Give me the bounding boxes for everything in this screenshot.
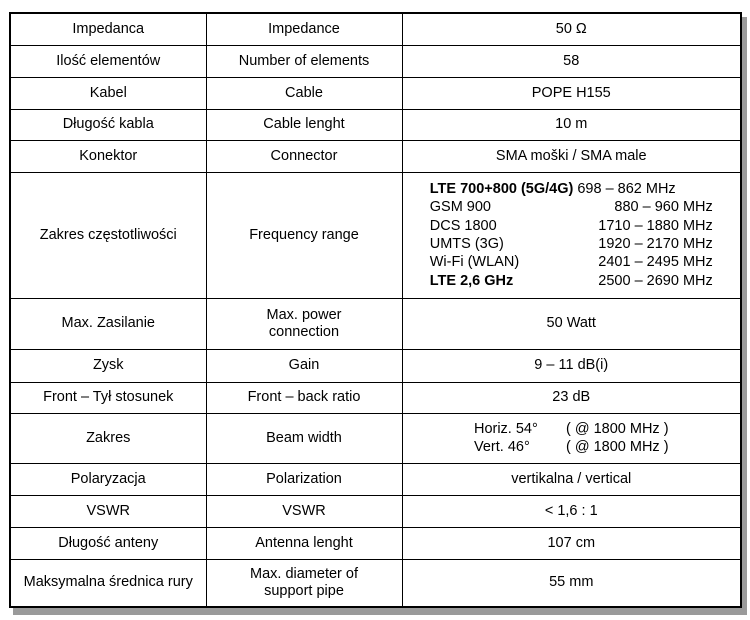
band-row	[430, 235, 713, 253]
band-range: 880 – 960 MHz	[614, 199, 713, 216]
label-en: Number of elements	[206, 45, 402, 77]
label-en: Cable	[206, 77, 402, 109]
table-row	[10, 527, 741, 559]
band-name: DCS 1800	[429, 217, 497, 234]
label-en	[206, 298, 402, 349]
label-en: Frequency range	[206, 172, 402, 298]
label-en: VSWR	[206, 495, 402, 527]
band-name: UMTS (3G)	[429, 236, 504, 252]
label-pl: Zakres częstotliwości	[10, 172, 206, 298]
value: 23 dB	[402, 382, 741, 413]
label-pl: Ilość elementów	[10, 45, 206, 77]
table-row	[10, 13, 741, 45]
value: vertikalna / vertical	[402, 463, 741, 495]
table-row-beam	[10, 413, 741, 463]
table-row	[10, 349, 741, 382]
label-pl: Długość kabla	[10, 109, 206, 140]
value: SMA moški / SMA male	[402, 140, 741, 172]
label-en-line-1: Max. power	[266, 306, 342, 323]
beam-freq: ( @ 1800 MHz )	[565, 421, 669, 437]
table-row	[10, 109, 741, 140]
band-row	[430, 198, 713, 216]
label-en: Front – back ratio	[206, 382, 402, 413]
label-en: Polarization	[206, 463, 402, 495]
beam-axis: Horiz. 54°	[473, 421, 538, 437]
frequency-bands	[402, 172, 741, 298]
beam-row	[474, 420, 669, 438]
value: 55 mm	[402, 559, 741, 607]
band-range: 1920 – 2170 MHz	[598, 236, 713, 252]
band-range: 698 – 862 MHz	[577, 181, 676, 198]
label-en: Cable lenght	[206, 109, 402, 140]
band-name: Wi-Fi (WLAN)	[429, 254, 520, 271]
label-en: Antenna lenght	[206, 527, 402, 559]
label-pl: Front – Tył stosunek	[10, 382, 206, 413]
label-pl: Zakres	[10, 413, 206, 463]
table-row-frequency	[10, 172, 741, 298]
beam-freq: ( @ 1800 MHz )	[565, 439, 669, 455]
label-en-line-2: support pipe	[264, 582, 344, 599]
table-row	[10, 45, 741, 77]
label-pl: Zysk	[10, 349, 206, 382]
label-pl: Impedanca	[10, 13, 206, 45]
beam-axis: Vert. 46°	[473, 439, 530, 455]
label-en-line-2: connection	[268, 323, 340, 340]
beam-row	[474, 438, 669, 456]
band-name: GSM 900	[429, 199, 491, 216]
table-row	[10, 463, 741, 495]
value: < 1,6 : 1	[402, 495, 741, 527]
label-en: Impedance	[206, 13, 402, 45]
value: 9 – 11 dB(i)	[402, 349, 741, 382]
value: 58	[402, 45, 741, 77]
band-row	[430, 180, 713, 198]
label-pl: Konektor	[10, 140, 206, 172]
label-pl: VSWR	[10, 495, 206, 527]
label-pl: Max. Zasilanie	[10, 298, 206, 349]
table-row	[10, 77, 741, 109]
label-en: Connector	[206, 140, 402, 172]
table-row	[10, 495, 741, 527]
label-en: Gain	[206, 349, 402, 382]
table-row	[10, 382, 741, 413]
table-row	[10, 298, 741, 349]
specification-table	[9, 12, 742, 608]
label-en	[206, 559, 402, 607]
band-row	[430, 217, 713, 235]
table-row	[10, 140, 741, 172]
value: POPE H155	[402, 77, 741, 109]
band-range: 2500 – 2690 MHz	[598, 272, 713, 289]
beam-width	[402, 413, 741, 463]
band-range: 2401 – 2495 MHz	[598, 254, 713, 271]
value: 50 Ω	[402, 13, 741, 45]
label-en-line-1: Max. diameter of	[250, 565, 358, 582]
band-range: 1710 – 1880 MHz	[598, 217, 713, 234]
band-row	[430, 272, 713, 290]
table-row	[10, 559, 741, 607]
value: 107 cm	[402, 527, 741, 559]
label-pl: Maksymalna średnica rury	[10, 559, 206, 607]
value: 50 Watt	[402, 298, 741, 349]
label-pl: Polaryzacja	[10, 463, 206, 495]
label-pl: Kabel	[10, 77, 206, 109]
label-pl: Długość anteny	[10, 527, 206, 559]
band-name: LTE 2,6 GHz	[429, 272, 514, 289]
value: 10 m	[402, 109, 741, 140]
label-en: Beam width	[206, 413, 402, 463]
band-row	[430, 253, 713, 271]
band-name: LTE 700+800 (5G/4G)	[429, 181, 574, 198]
